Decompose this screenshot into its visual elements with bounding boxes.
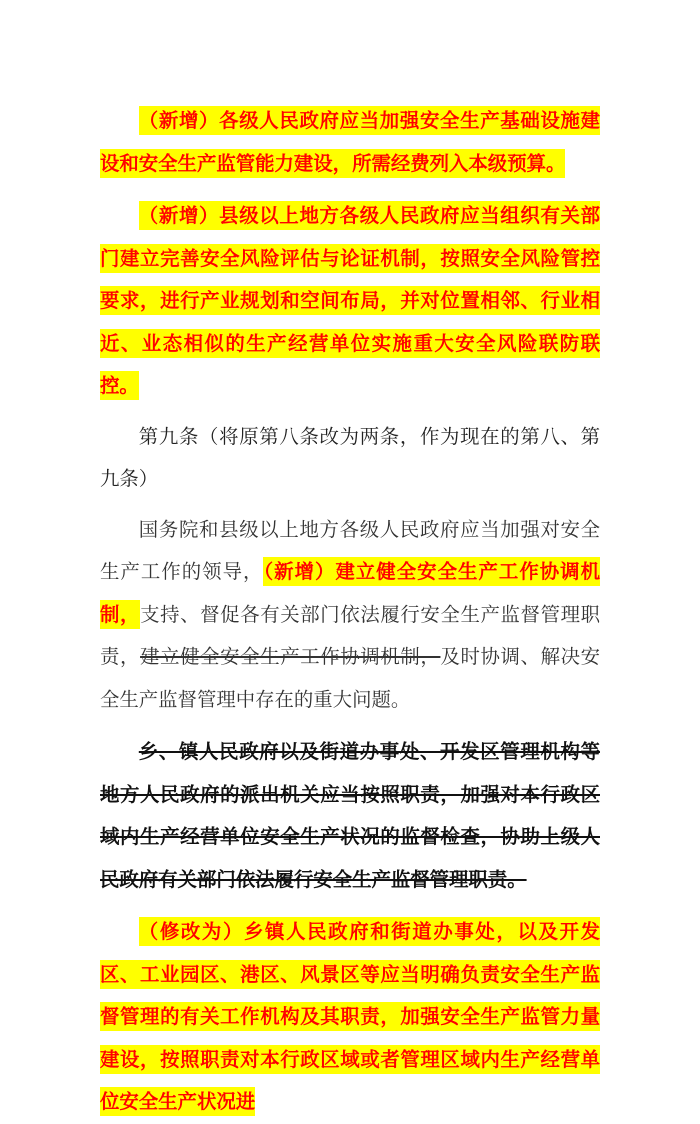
new-tag: （新增） bbox=[138, 109, 220, 132]
paragraph-text: 国务院和县级以上地方各级人民政府应当加强对安全生产工作的领导， bbox=[100, 517, 600, 583]
paragraph-modified-township bbox=[100, 911, 600, 1124]
paragraph-text: 支持、督促各有关部门依法履行安全生产监督管理职责， bbox=[100, 602, 601, 668]
paragraph-text: 各级人民政府应当加强安全生产基础设施建设和安全生产监管能力建设，所需经费列入本级预算。 bbox=[100, 109, 601, 175]
paragraph-text: 县级以上地方各级人民政府应当组织有关部门建立完善安全风险评估与论证机制，按照安全风险管控要求，进行产业规划和空间布局，并对位置相邻、行业相近、业态相似的生产经营单位实施重大安全风险联防联控。 bbox=[100, 204, 601, 397]
new-tag: （新增） bbox=[138, 204, 220, 227]
inserted-text-highlight: （新增）建立健全安全生产工作协调机制， bbox=[100, 557, 600, 629]
deleted-text: 建立健全安全生产工作协调机制， bbox=[140, 645, 441, 668]
article-heading: 第九条（将原第八条改为两条，作为现在的第八、第九条） bbox=[100, 424, 600, 490]
new-addition-highlight bbox=[100, 201, 600, 400]
modified-tag: （修改为） bbox=[138, 920, 244, 943]
modified-highlight bbox=[100, 917, 600, 1116]
paragraph-text: 乡镇人民政府和街道办事处，以及开发区、工业园区、港区、风景区等应当明确负责安全生产监督管理的有关工作机构及其职责，加强安全生产监管力量建设，按照职责对本行政区域或者管理区域内生产经营单位安全生产状况进 bbox=[100, 920, 601, 1113]
paragraph-new-risk-control bbox=[100, 195, 600, 408]
paragraph-state-council bbox=[100, 509, 600, 722]
paragraph-deleted-township: 乡、镇人民政府以及街道办事处、开发区管理机构等地方人民政府的派出机关应当按照职责，加强对本行政区域内生产经营单位安全生产状况的监督检查，协助上级人民政府有关部门依法履行安全生产监督管理职责。 bbox=[100, 740, 600, 891]
document-page bbox=[100, 100, 600, 1124]
paragraph-text: 及时协调、解决安全生产监督管理中存在的重大问题。 bbox=[100, 645, 601, 711]
paragraph-new-infrastructure bbox=[100, 100, 600, 185]
new-addition-highlight bbox=[100, 106, 600, 178]
